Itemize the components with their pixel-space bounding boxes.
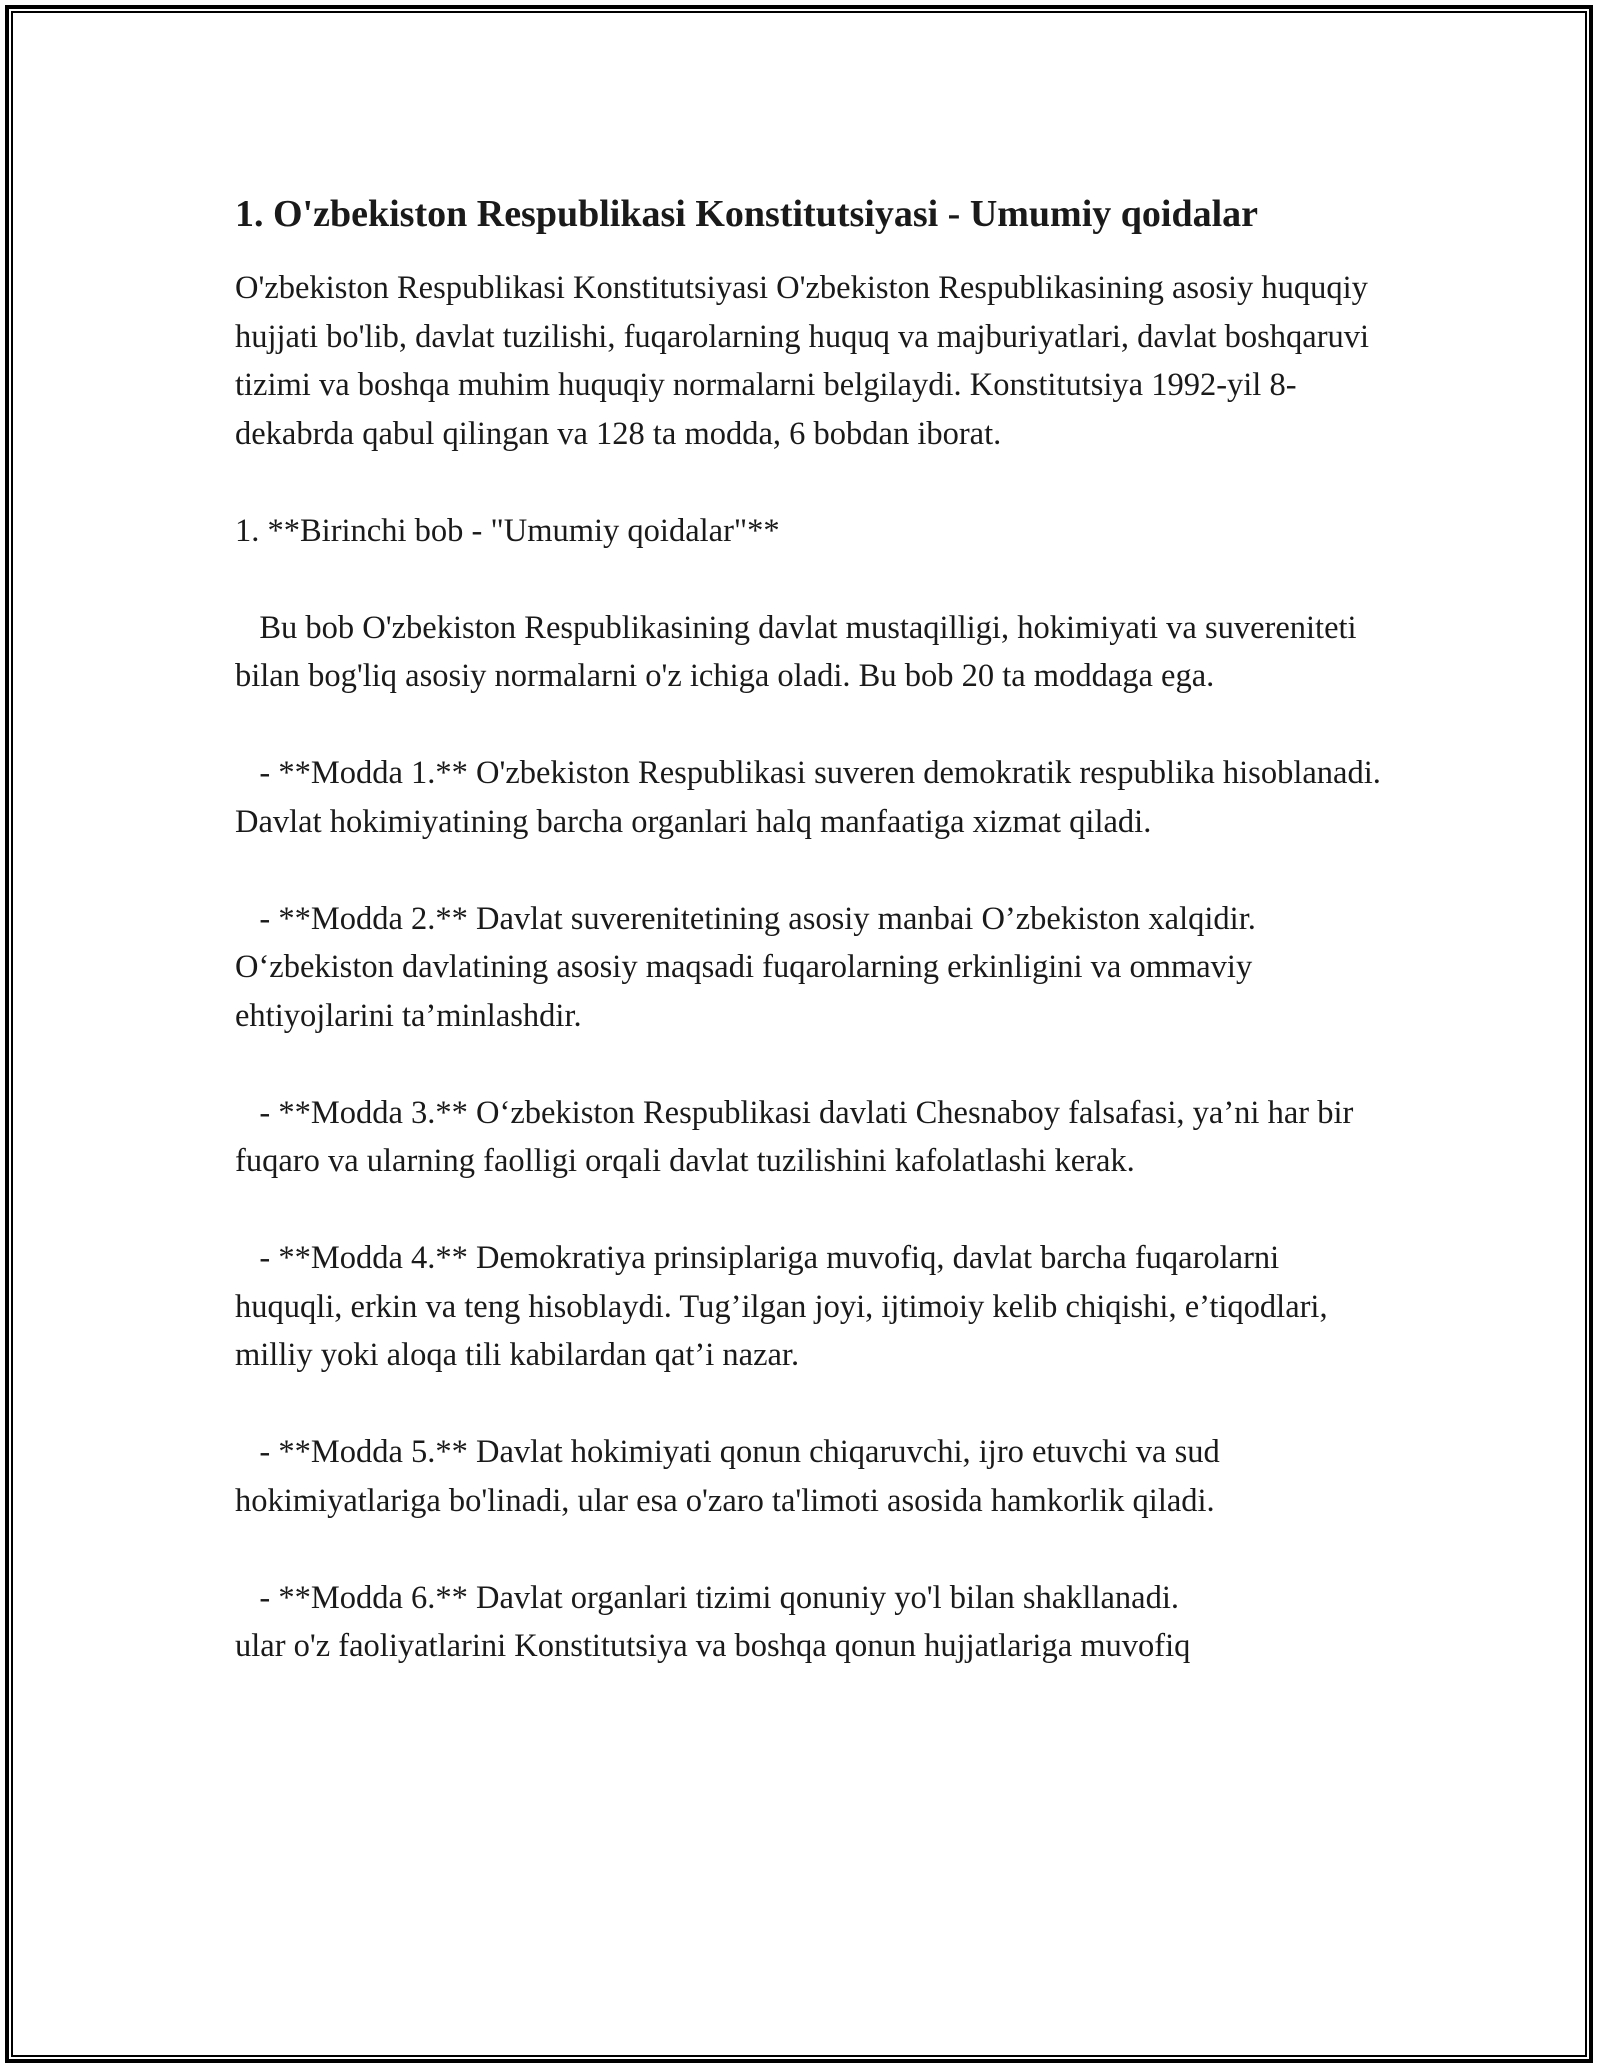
chapter-heading: 1. **Birinchi bob - "Umumiy qoidalar"** <box>235 512 780 549</box>
document-title: 1. O'zbekiston Respublikasi Konstitutsiyasi - Umumiy qoidalar <box>235 193 1259 235</box>
article-5: - **Modda 5.** Davlat hokimiyati qonun chiqaruvchi, ijro etuvchi va sud hokimiyatlariga bo'linadi, ular esa o'zaro ta'limoti asosida hamkorlik qiladi. <box>235 1434 1228 1519</box>
article-3: - **Modda 3.** O‘zbekiston Respublikasi davlati Chesnaboy falsafasi, ya’ni har bir fuqaro va ularning faolligi orqali davlat tuzilishini kafolatlashi kerak. <box>235 1094 1362 1179</box>
article-4: - **Modda 4.** Demokratiya prinsiplariga muvofiq, davlat barcha fuqarolarni huquqli, erkin va teng hisoblaydi. Tug’ilgan joyi, ijtimoiy kelib chiqishi, e’tiqodlari, milliy yoki aloqa tili kabilardan qat’i nazar. <box>235 1240 1336 1373</box>
document-body <box>235 186 1389 1671</box>
article-2: - **Modda 2.** Davlat suverenitetining asosiy manbai O’zbekiston xalqidir. O‘zbekiston davlatining asosiy maqsadi fuqarolarning erkinligini va ommaviy ehtiyojlarini ta’minlashdir. <box>235 900 1264 1034</box>
article-6: - **Modda 6.** Davlat organlari tizimi qonuniy yo'l bilan shakllanadi. ular o'z faoliyatlarini Konstitutsiya va boshqa qonun hujjatlariga muvofiq <box>235 1579 1191 1664</box>
article-1: - **Modda 1.** O'zbekiston Respublikasi suveren demokratik respublika hisoblanadi. Davlat hokimiyatining barcha organlari halq manfaatiga xizmat qiladi. <box>235 755 1389 840</box>
chapter-description: Bu bob O'zbekiston Respublikasining davlat mustaqilligi, hokimiyati va suvereniteti bilan bog'liq asosiy normalarni o'z ichiga oladi. Bu bob 20 ta moddaga ega. <box>235 609 1365 694</box>
intro-paragraph: O'zbekiston Respublikasi Konstitutsiyasi O'zbekiston Respublikasining asosiy huquqiy hujjati bo'lib, davlat tuzilishi, fuqarolarning huquq va majburiyatlari, davlat boshqaruvi tizimi va boshqa muhim huquqiy normalarni belgilaydi. Konstitutsiya 1992-yil 8-dekabrda qabul qilingan va 128 ta modda, 6 bobdan iborat. <box>235 270 1378 452</box>
